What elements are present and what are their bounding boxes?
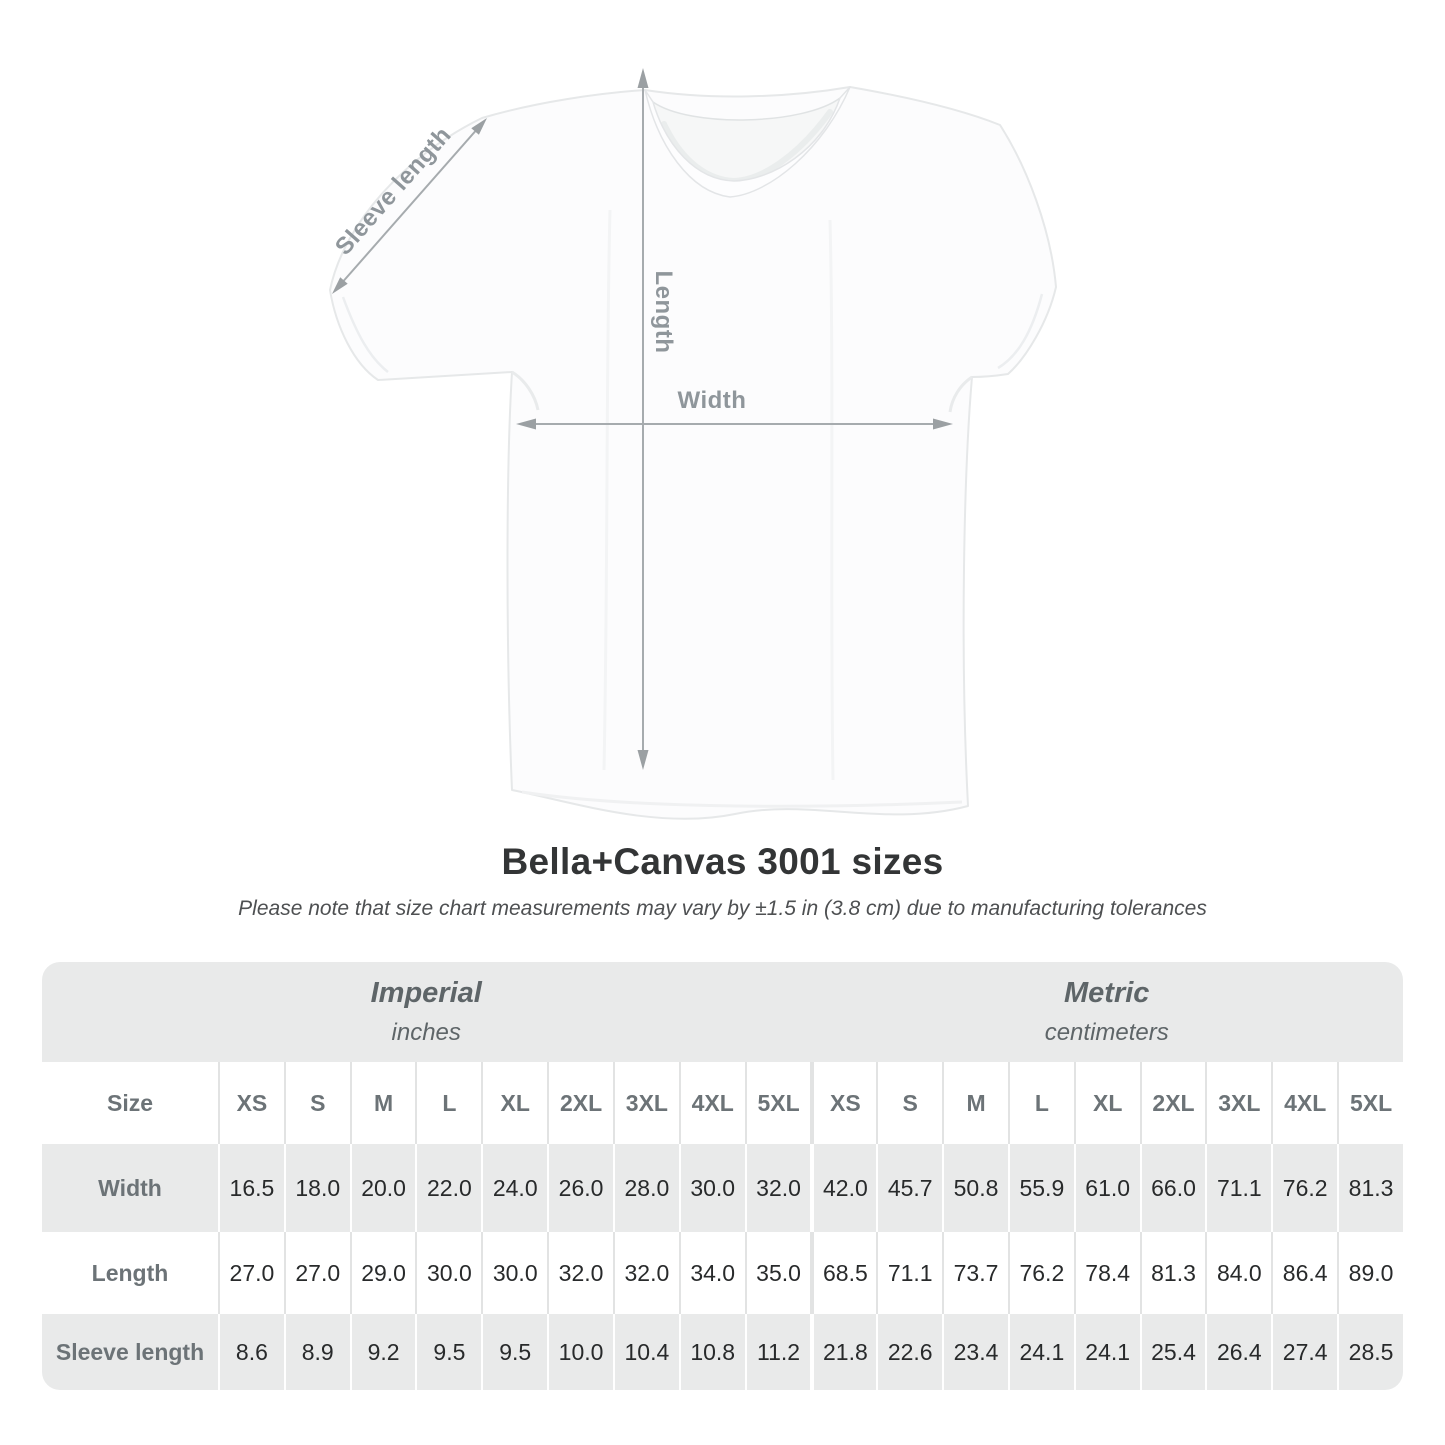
measurement-value: 32.0 [547, 1232, 613, 1314]
measurement-value: 9.5 [481, 1314, 547, 1390]
tshirt-illustration [310, 50, 1070, 830]
measurement-value: 61.0 [1074, 1144, 1140, 1232]
measurement-value: 26.0 [547, 1144, 613, 1232]
measurement-value: 18.0 [284, 1144, 350, 1232]
measurement-value: 23.4 [942, 1314, 1008, 1390]
measurement-value: 81.3 [1140, 1232, 1206, 1314]
metric-label: Metric [1064, 977, 1150, 1009]
measurement-value: 30.0 [415, 1232, 481, 1314]
measurement-value: 9.5 [415, 1314, 481, 1390]
size-column-header: L [415, 1062, 481, 1144]
size-column-header: 5XL [745, 1062, 811, 1144]
measurement-value: 10.4 [613, 1314, 679, 1390]
size-column-header: XS [810, 1062, 876, 1144]
measurement-value: 22.0 [415, 1144, 481, 1232]
measurement-value: 73.7 [942, 1232, 1008, 1314]
measurement-row-label: Width [98, 1174, 162, 1201]
size-column-header: M [350, 1062, 416, 1144]
imperial-unit: inches [391, 1019, 461, 1046]
measurement-value: 30.0 [679, 1144, 745, 1232]
unit-group-row [42, 962, 1403, 1062]
measurement-value: 9.2 [350, 1314, 416, 1390]
measurement-value: 24.0 [481, 1144, 547, 1232]
size-column-header: 3XL [613, 1062, 679, 1144]
measurement-value: 89.0 [1337, 1232, 1403, 1314]
size-column-header: XL [1074, 1062, 1140, 1144]
measurement-value: 32.0 [613, 1232, 679, 1314]
measurement-value: 20.0 [350, 1144, 416, 1232]
measurement-value: 22.6 [876, 1314, 942, 1390]
measurement-value: 28.0 [613, 1144, 679, 1232]
measurement-value: 34.0 [679, 1232, 745, 1314]
size-header-row [42, 1062, 1403, 1144]
measurement-value: 24.1 [1074, 1314, 1140, 1390]
measurement-value: 50.8 [942, 1144, 1008, 1232]
size-header-label: Size [42, 1062, 218, 1144]
measurement-value: 25.4 [1140, 1314, 1206, 1390]
size-column-header: L [1008, 1062, 1074, 1144]
measurement-value: 8.9 [284, 1314, 350, 1390]
tshirt-body [330, 87, 1056, 819]
size-column-header: 4XL [1271, 1062, 1337, 1144]
size-table [42, 962, 1403, 1390]
measurement-value: 24.1 [1008, 1314, 1074, 1390]
size-column-header: 2XL [1140, 1062, 1206, 1144]
measurement-value: 27.0 [218, 1232, 284, 1314]
size-column-header: 5XL [1337, 1062, 1403, 1144]
measurement-row-label: Length [91, 1259, 169, 1286]
measurement-value: 68.5 [810, 1232, 876, 1314]
measurement-value: 86.4 [1271, 1232, 1337, 1314]
measurement-value: 71.1 [1205, 1144, 1271, 1232]
size-column-header: 4XL [679, 1062, 745, 1144]
size-column-header: 2XL [547, 1062, 613, 1144]
measurement-row [42, 1232, 1403, 1314]
imperial-group-header [42, 962, 810, 1062]
imperial-label: Imperial [370, 977, 482, 1009]
measurement-value: 21.8 [810, 1314, 876, 1390]
measurement-value: 27.4 [1271, 1314, 1337, 1390]
page-subtitle: Please note that size chart measurements may vary by ±1.5 in (3.8 cm) due to manufacturing tolerances [238, 897, 1207, 920]
measurement-value: 8.6 [218, 1314, 284, 1390]
size-column-header: S [876, 1062, 942, 1144]
measurement-value: 84.0 [1205, 1232, 1271, 1314]
size-column-header: XL [481, 1062, 547, 1144]
measurement-value: 27.0 [284, 1232, 350, 1314]
measurement-value: 11.2 [745, 1314, 811, 1390]
arrowhead-up [638, 68, 649, 88]
measurement-value: 55.9 [1008, 1144, 1074, 1232]
measurement-value: 26.4 [1205, 1314, 1271, 1390]
width-label: Width [677, 387, 747, 414]
length-label: Length [650, 270, 677, 354]
metric-group-header [810, 962, 1403, 1062]
measurement-rows [42, 1144, 1403, 1390]
measurement-value: 28.5 [1337, 1314, 1403, 1390]
measurement-value: 71.1 [876, 1232, 942, 1314]
size-column-header: M [942, 1062, 1008, 1144]
measurement-value: 81.3 [1337, 1144, 1403, 1232]
measurement-value: 10.0 [547, 1314, 613, 1390]
sleeve-length-label: Sleeve length [329, 121, 457, 261]
measurement-value: 66.0 [1140, 1144, 1206, 1232]
measurement-value: 32.0 [745, 1144, 811, 1232]
tshirt-measurement-diagram [310, 50, 1070, 830]
measurement-value: 76.2 [1271, 1144, 1337, 1232]
measurement-value: 30.0 [481, 1232, 547, 1314]
measurement-value: 10.8 [679, 1314, 745, 1390]
metric-unit: centimeters [1044, 1019, 1169, 1046]
size-column-header: S [284, 1062, 350, 1144]
size-column-header: XS [218, 1062, 284, 1144]
page-title: Bella+Canvas 3001 sizes [501, 841, 944, 882]
size-column-header: 3XL [1205, 1062, 1271, 1144]
measurement-value: 76.2 [1008, 1232, 1074, 1314]
measurement-value: 42.0 [810, 1144, 876, 1232]
measurement-row-label: Sleeve length [55, 1338, 205, 1365]
measurement-value: 78.4 [1074, 1232, 1140, 1314]
measurement-value: 29.0 [350, 1232, 416, 1314]
measurement-value: 35.0 [745, 1232, 811, 1314]
measurement-value: 16.5 [218, 1144, 284, 1232]
measurement-value: 45.7 [876, 1144, 942, 1232]
measurement-row [42, 1144, 1403, 1232]
measurement-row [42, 1314, 1403, 1390]
